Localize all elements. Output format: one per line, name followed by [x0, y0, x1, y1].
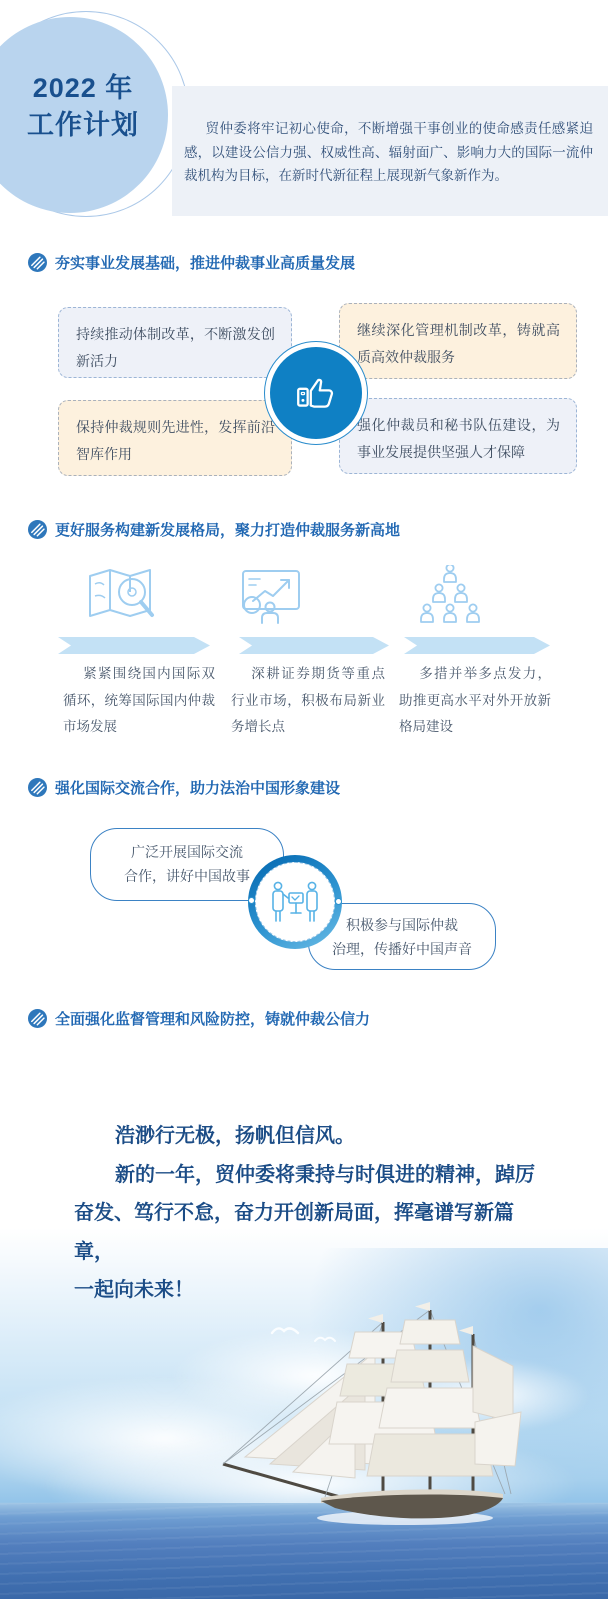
- management-box: 继续深化管理机制改革，铸就高质高效仲裁服务: [339, 303, 577, 379]
- thumbs-up-badge: [264, 341, 368, 445]
- cietac-logo-icon: [28, 253, 47, 272]
- dual-circulation-text: 紧紧围绕国内国际双循环，统筹国际国内仲裁市场发展: [63, 666, 215, 734]
- section-heading-label: 更好服务构建新发展格局，聚力打造仲裁服务新高地: [55, 522, 401, 539]
- conference-badge: [248, 855, 342, 949]
- closing-poem: [74, 1116, 552, 1309]
- rules-box: 保持仲裁规则先进性，发挥前沿智库作用: [58, 400, 292, 476]
- presentation-chart-icon: [240, 569, 302, 624]
- sailing-ship-icon: [215, 1294, 525, 1544]
- bubble-line: 广泛开展国际交流: [131, 844, 243, 860]
- section-heading-3: [28, 777, 340, 798]
- thumbs-up-icon: [293, 370, 339, 416]
- flow-arrow: [58, 637, 210, 654]
- flow-arrow: [404, 637, 550, 654]
- cietac-logo-icon: [28, 1009, 47, 1028]
- section-heading-2: [28, 519, 400, 540]
- connector-dot: [248, 897, 255, 904]
- section-heading-label: 强化国际交流合作，助力法治中国形象建设: [55, 780, 341, 797]
- talent-box: 强化仲裁员和秘书队伍建设，为事业发展提供坚强人才保障: [339, 398, 577, 474]
- intro-paragraph: 贸仲委将牢记初心使命，不断增强干事创业的使命感责任感紧迫感，以建设公信力强、权威性高、辐射面广、影响力大的国际一流仲裁机构为目标，在新时代新征程上展现新气象新作为。: [184, 121, 593, 183]
- reform-box: 持续推动体制改革，不断激发创新活力: [58, 307, 292, 378]
- bubble-line: 积极参与国际仲裁: [346, 917, 458, 933]
- title-plan: 工作计划: [27, 110, 139, 140]
- poem-line: 浩渺行无极，扬帆但信风。: [115, 1123, 355, 1147]
- conference-circle: [255, 862, 335, 942]
- section-heading-4: [28, 1008, 370, 1029]
- title-year: 2022 年: [32, 73, 134, 103]
- poem-line: 新的一年，贸仲委将秉持与时俱进的精神，踔厉: [115, 1161, 535, 1186]
- people-group-icon: [416, 565, 484, 627]
- intro-panel: [172, 86, 608, 216]
- opening-up-text: 多措并举多点发力，助推更高水平对外开放新格局建设: [399, 666, 551, 734]
- page-title: [8, 70, 158, 144]
- bubble-line: 治理，传播好中国声音: [332, 940, 472, 957]
- connector-dot: [335, 898, 342, 905]
- map-magnifier-icon: [88, 568, 158, 626]
- poem-line: 一起向未来！: [74, 1277, 194, 1301]
- section-heading-label: 夯实事业发展基础，推进仲裁事业高质量发展: [55, 255, 356, 272]
- section-heading-1: [28, 252, 355, 273]
- bubble-line: 合作，讲好中国故事: [124, 867, 250, 884]
- poem-line: 奋发、笃行不怠，奋力开创新局面，挥毫谱写新篇章，: [74, 1200, 514, 1263]
- flow-arrow: [239, 637, 389, 654]
- conference-people-icon: [268, 881, 322, 923]
- section-heading-label: 全面强化监督管理和风险防控，铸就仲裁公信力: [55, 1011, 371, 1028]
- securities-futures-text: 深耕证券期货等重点行业市场，积极布局新业务增长点: [231, 666, 385, 734]
- cietac-logo-icon: [28, 520, 47, 539]
- cietac-logo-icon: [28, 778, 47, 797]
- thumbs-up-circle: [270, 347, 362, 439]
